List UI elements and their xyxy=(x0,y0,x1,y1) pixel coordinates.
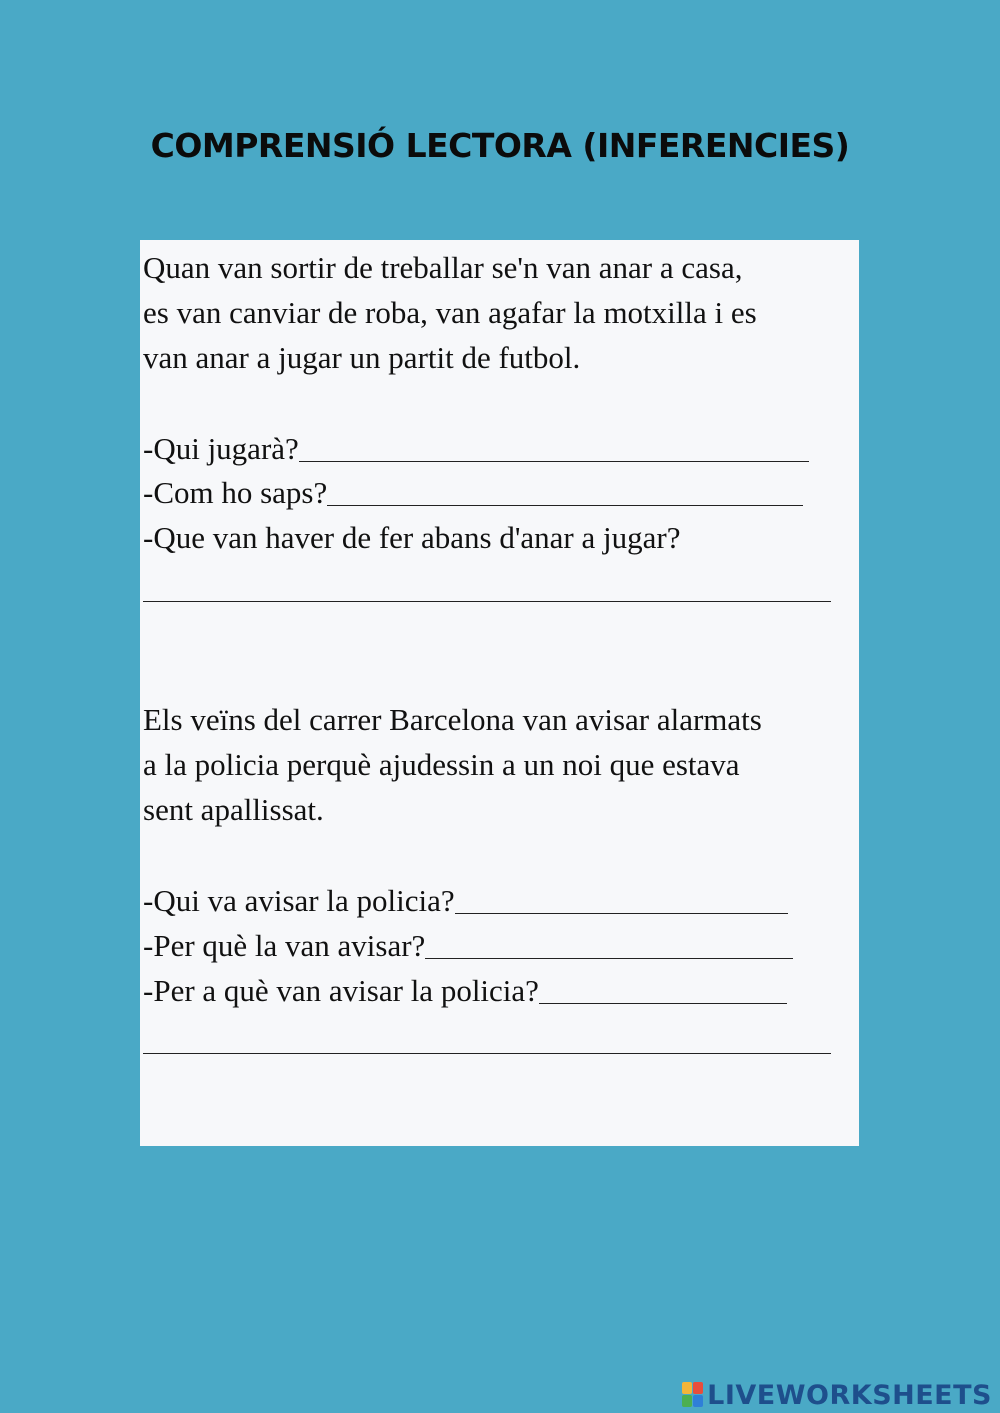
answer-1-blank[interactable] xyxy=(299,459,809,462)
question-4-line xyxy=(143,881,788,921)
passage-line: Quan van sortir de treballar se'n van anar a casa, xyxy=(143,250,743,285)
answer-6-extra-blank[interactable] xyxy=(143,1053,831,1054)
question-3-line xyxy=(143,518,680,558)
question-6-label: -Per a què van avisar la policia? xyxy=(143,973,539,1008)
question-4-label: -Qui va avisar la policia? xyxy=(143,883,455,918)
question-1-line xyxy=(143,429,809,469)
answer-5-blank[interactable] xyxy=(425,956,793,959)
passage-line: Els veïns del carrer Barcelona van avisar alarmats xyxy=(143,702,762,737)
passage-line: es van canviar de roba, van agafar la motxilla i es xyxy=(143,295,757,330)
passage-line: van anar a jugar un partit de futbol. xyxy=(143,340,581,375)
question-2-line xyxy=(143,473,803,513)
liveworksheets-logo xyxy=(682,1377,992,1413)
answer-3-blank[interactable] xyxy=(143,601,831,602)
passage-line: a la policia perquè ajudessin a un noi que estava xyxy=(143,747,740,782)
brand-name: LIVEWORKSHEETS xyxy=(707,1379,992,1411)
worksheet-card xyxy=(140,240,859,1146)
liveworksheets-logo-icon xyxy=(682,1382,704,1408)
question-5-label: -Per què la van avisar? xyxy=(143,928,426,963)
answer-4-blank[interactable] xyxy=(455,911,788,914)
page-title: COMPRENSIÓ LECTORA (INFERENCIES) xyxy=(150,126,850,165)
question-3-label: -Que van haver de fer abans d'anar a jugar? xyxy=(143,520,681,555)
question-2-label: -Com ho saps? xyxy=(143,475,328,510)
question-5-line xyxy=(143,926,793,966)
question-1-label: -Qui jugarà? xyxy=(143,431,299,466)
question-6-line xyxy=(143,971,787,1011)
answer-6-blank[interactable] xyxy=(539,1001,787,1004)
passage-line: sent apallissat. xyxy=(143,792,324,827)
answer-2-blank[interactable] xyxy=(327,503,803,506)
